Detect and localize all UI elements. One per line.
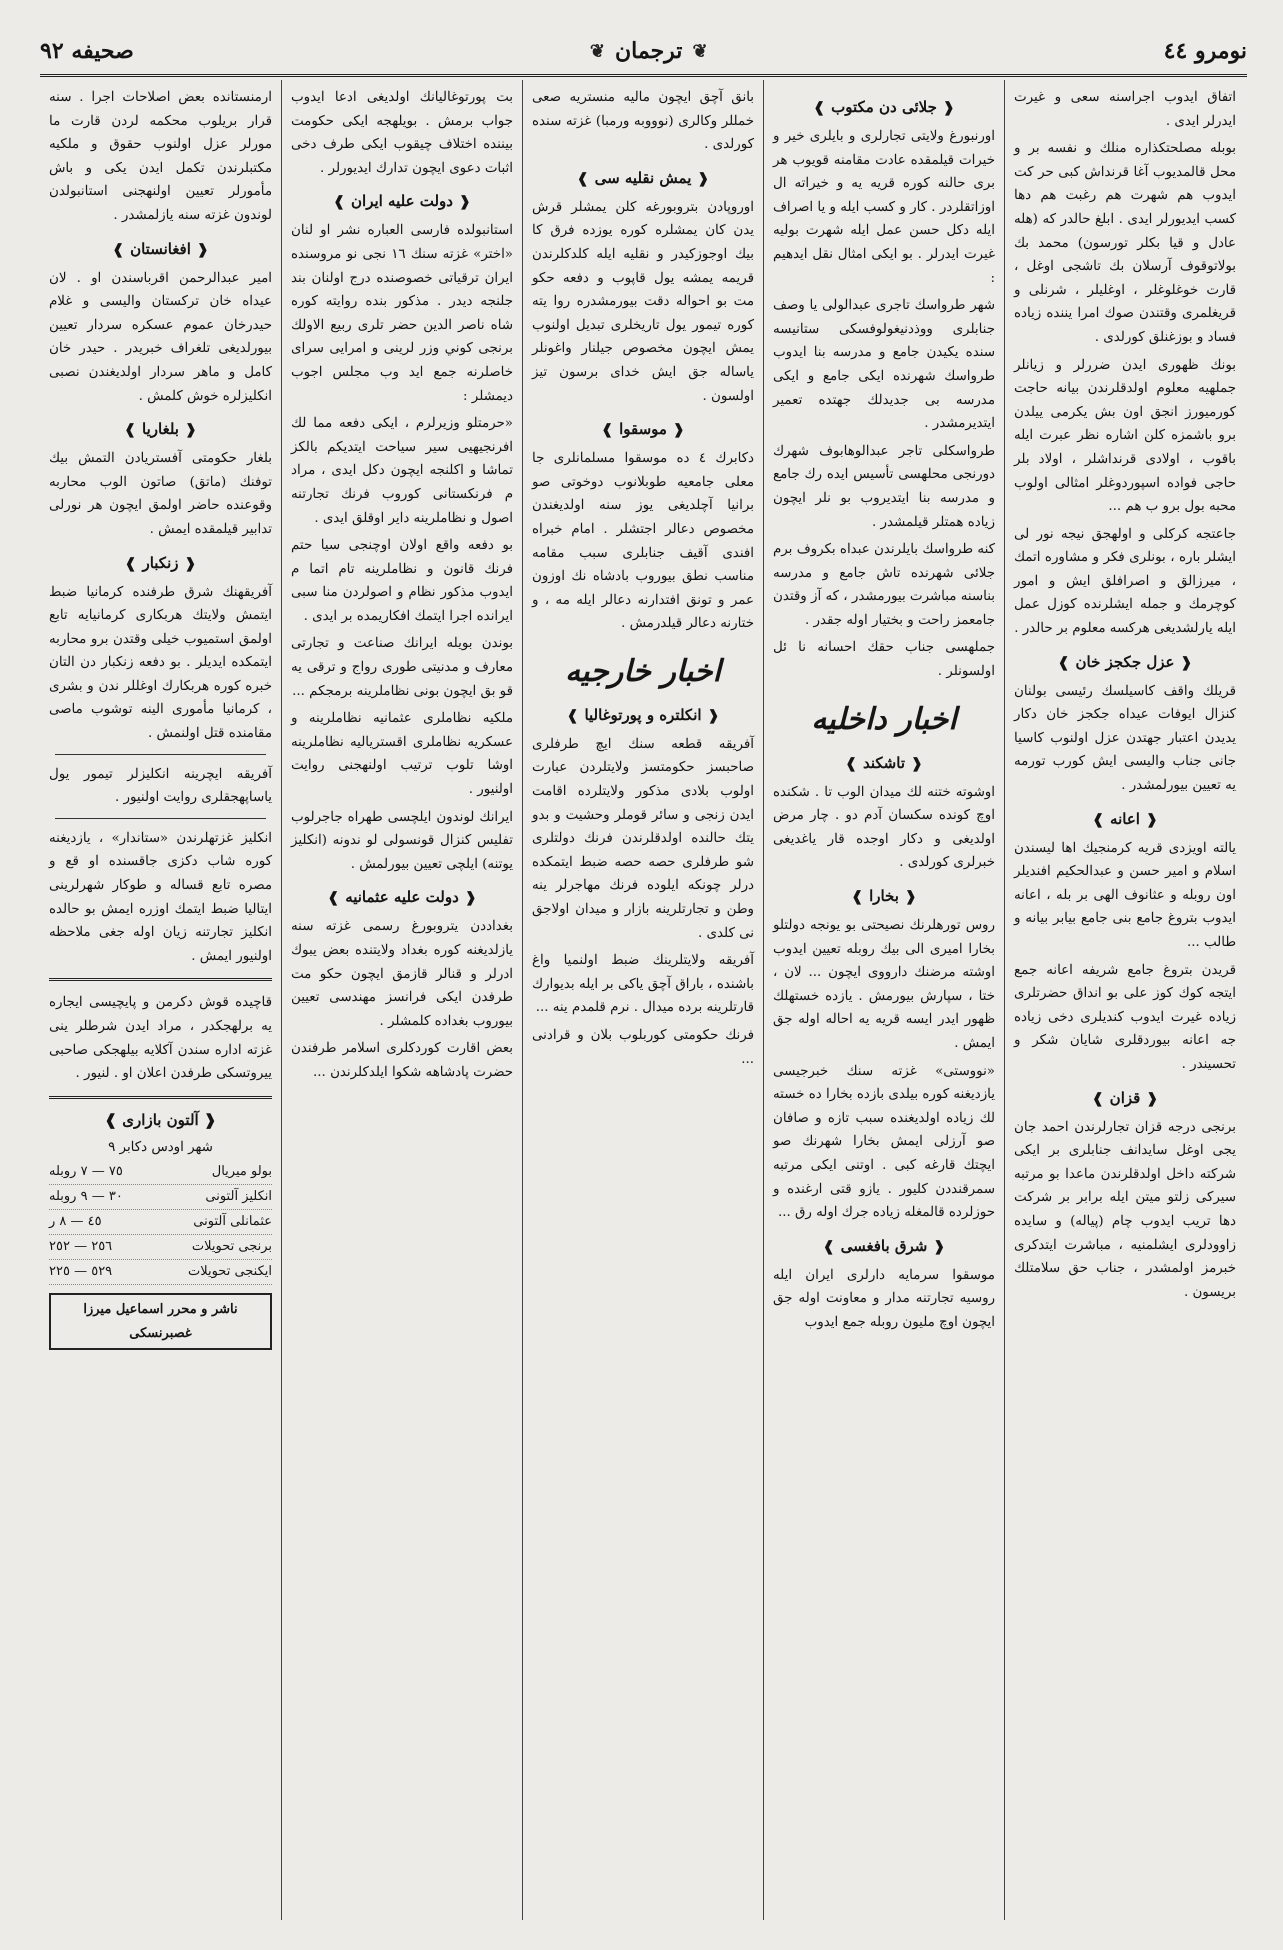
section-heading: ❰شرق بافغسى❱ — [822, 1236, 946, 1255]
paragraph: بو دفعه واقع اولان اوچنجى سيا حتم فرنك قانون و نظاملرينه تام اتما م ايدوب مذكور نظام و اصولردن منا سبى ايرانده اجرا ايتمك افكاريمده بر ايدى . — [291, 538, 513, 624]
paragraph: اوروپادن بتروبورغه كلن يمشلر قرش يدن كان يمشلره كوره يوزده فرق كا بيك اوجوزكيدر و نقليه ايله كلدكلرندن قريمه يمشه يول قاپوب و دفعه حكو مت بو احواله دقت بيورمشدره روا يته كوره تيمور يول تاريخلرى تبديل اولنوب يمش ايچون مخصوص جيلنار واغونلر ياساله جق ايش خداى برسون تيز اولسون . — [532, 199, 754, 404]
paragraph: بونك ظهورى ايدن ضررلر و زيانلر جملهيه معلوم اولدقلرندن بيانه حاجت كورميورز انجق اون بش يكرمى ييلدن برو باشمزه كلن اشاره نظر عبرت ايله باقوب ، اولادى قرنداشلر ، اولاد بلر حاجى فواده اسپوردوغلر امثالى اولوب محبه بول برو ب هم ... — [1014, 357, 1236, 515]
columns — [40, 80, 1245, 1920]
paragraph: بت پورتوغاليانك اولديغى ادعا ايدوب جواب برمش . بويلهجه ايكى حكومت بيننده اختلاف چيقوب ايكى طرف دخى اثبات دعوى ايچون تدارك ايديورلر . — [291, 90, 513, 176]
divider — [55, 754, 266, 755]
paragraph: قريدن بتروغ جامع شريفه اعانه جمع ايتجه كوك كوز على بو انداق حضرتلرى زياده غيرت ايدوب كنديلرى دخى زياده جه اعانه بيوردقلرى شايان شكر و تحسيندر . — [1014, 962, 1236, 1072]
paragraph: قريلك واقف كاسيلسك رئيسى بولنان كنزال ايوفات عيداه جكجز خان دكار يديدن اعتبار جهتدن عزل اولنوب كاسيا جانى جناب واليسى ايش كورب تورمه يه تعيين بيورلمشدر . — [1014, 683, 1236, 794]
section-heading: ❰بخارا❱ — [851, 887, 917, 906]
section-heading: ❰اعانه❱ — [1092, 809, 1158, 828]
ornament-icon: ❦ — [589, 40, 605, 62]
column-5 — [40, 80, 281, 1920]
paragraph: ايرانك لوندون ايلچسى طهراه جاجرلوب تفليس كنزال قونسولى لو ندونه (انكليز يوتنه) ايلچى تعيين بيورلمش . — [291, 809, 513, 872]
paragraph: جاعتجه كركلى و اولهجق نيجه نور لى ايشلر باره ، بونلرى فكر و مشاوره اتمك ، ميرزالق و اصرافلق ايش و امور كوچرمك و جمله ايشلرنده كوزل عمل ايله يارلشديغى هركسه معلوم بر حالدر . — [1014, 526, 1236, 637]
publisher-line: ناشر و محرر اسماعيل ميرزا غصبرنسكى — [49, 1293, 272, 1350]
paragraph: بلغار حكومتى آفستريادن التمش بيك توفنك (ماتق) صاتون الوب محاربه وقوعنده حاضر اولمق ايچون هر نورلى تدابير قيلمقده ايمش . — [49, 451, 272, 537]
paragraph: بوندن بويله ايرانك صناعت و تجارتى معارف و مدنيتى طورى رواج و ترقى يه قو بق ايچون بونى نظاملرينه برمجكم ... — [291, 636, 513, 699]
paragraph: بعض اقارت كوردكلرى اسلامر طرفندن حضرت پادشاهه شكوا ايلدكلرندن ... — [291, 1041, 513, 1080]
section-heading: ❰افغانستان❱ — [112, 239, 209, 258]
paragraph: جملهسى جناب حقك احسانه نا ئل اولسونلر . — [773, 640, 995, 680]
paragraph: بغداددن يتروبورغ رسمى غزته سنه يازلديغنه كوره بغداد ولايتنده بعض يبوك ادرلر و قنالر قازمق ايچون حكو مت طرفدن ايكى فرانسز مهندسى تعيين بيوروب بغداده كلمشلر . — [291, 919, 513, 1029]
paragraph: موسقوا سرمايه دارلرى ايران ايله روسيه تجارتنه مدار و معاونت اوله جق ايچون اوچ مليون روبله جمع ايدوب — [773, 1267, 995, 1330]
paragraph: آفريقه ولايتلرينك ضبط اولنميا واغ باشنده ، باراق آچق ياكى بر ايله بديوارك قارتلرينه برده ميدال . نرم قلمدم ينه ... — [532, 953, 754, 1016]
paragraph: بانق آچق ايچون ماليه منستريه صعى خمللر وكالرى (نوووبه ورمبا) غزته سنده كورلدى . — [532, 90, 754, 153]
market-table — [49, 1160, 272, 1285]
paragraph: اورنبورغ ولايتى تجارلرى و بايلرى خير و خيرات قيلمقده عادت مقامنه قويوب هر برى حالنه كوره قريه يه و خيراته ال اوزاتقلردر . كار و كسب ايله و يا اصراف ايله دكل حسن عمل ايله شهرت بوليه غيرت ايدرلر . بو ايكى امثال نقل ايدهيم : — [773, 129, 995, 286]
page-number: صحيفه ٩٢ — [40, 38, 134, 64]
market-row: انكليز آلتونى ٣٠ — ٩ روبله — [49, 1185, 272, 1210]
section-heading: ❰بلغاريا❱ — [124, 420, 197, 439]
market-title: ❰ آلتون بازارى ❱ — [104, 1110, 217, 1129]
paragraph: امير عبدالرحمن اقرباسندن او . لان عيداه خان تركستان واليسى و غلام حيدرخان عموم عسكره سردار تعيين بيورلديغى تلغراف خبريدر . حيدر خان كامل و ماهر سردار اولديغندن نصبى انكليزلره خوش كلمش . — [49, 270, 272, 404]
paragraph: يالته اويزدى قريه كرمنجيك اها ليسندن اسلام و امير حسن و عبدالحكيم افنديلر اون روبله و عثانوف الهى بر بله ، اعانه ايدوب بتروغ جامع بنى جامع بيابر بيانه و طالب ... — [1014, 840, 1236, 950]
section-heading: ❰عزل جكجز خان❱ — [1057, 652, 1193, 671]
paragraph: طرواسكلى تاجر عبدالوهابوف شهرك دورنجى محلهسى تأسيس ايده رك جامع و مدرسه بنا ايتديروب بو نلر ايچون زياده همتلر قيلمشدر . — [773, 443, 995, 530]
paragraph: «حرمتلو وزيرلرم ، ايكى دفعه مما لك افرنجيهيى سير سياحت ايتديكم بالكز تماشا و اكلنجه ايچون دكل ايدى ، مراد م فرنكستانى كوروب فرنك تجارتنه اصول و نظاملرينه داير اوقلق ايدى . — [291, 416, 513, 526]
section-heading: ❰جلائى دن مكتوب❱ — [813, 98, 955, 116]
section-heading: ❰دولت عليه ايران❱ — [333, 192, 471, 211]
section-heading: ❰موسقوا❱ — [601, 420, 685, 439]
paragraph: فرنك حكومتى كوربلوب بلان و قرادنى ... — [532, 1028, 754, 1067]
section-banner: اخبار خارجيه — [565, 653, 721, 689]
masthead-rule — [40, 74, 1247, 77]
paragraph: ملكيه نظاملرى عثمانيه نظاملرينه و عسكريه نظاملرى اقسترياليه نظاملرينه اوشا تلوب ترتيب اولنهجنى روايت اولنيور . — [291, 711, 513, 798]
paragraph: آفريقهنك شرق طرفنده كرمانيا ضبط ايتمش ولايتك هربكارى كرمانيايه تابع اولمق استميوب خيلى وقتدن برو محاربه ايتمكده ايديلر . بو دفعه زنكبار دن التان خبره كوره هربكارك اوغللر ندن و بشرى ، كرمانيا مأمورى الينه توشوب ماصى مقامنده قتل اولنمش . — [49, 584, 272, 742]
paragraph: برنجى درجه قزان تجارلرندن احمد جان يجى اوغل سايدانف جنابلرى بر ايكى شركته داخل اولدقلرندن ماعدا بو مرتبه سيركى زلتو ميتن ايله برابر بر شركت دها تريب ايدوب چام (پياله) و سايده زاوودلرى ايشلمنيه ، مباشرت ايتدكرى خبرمز اولمشدر ، جناب حق سلامتلك بريسون . — [1014, 1119, 1236, 1300]
issue-number: نومرو ٤٤ — [1163, 38, 1247, 64]
market-date: شهر اودس دكابر ٩ — [108, 1140, 213, 1156]
column-1 — [1004, 80, 1245, 1920]
paper-title-text: ترجمان — [614, 38, 683, 64]
market-row: عثمانلى آلتونى ٤٥ — ٨ ر — [49, 1210, 272, 1235]
paragraph: آفريقه قطعه سنك ايچ طرفلرى صاحبسز حكومتسز ولايتلردن عبارت اولوب بلادى مذكور ولايتلرده اقامت ايدن زنجى و سائر قوملر وحشيت و بدو يتك حالنده اولدقلرندن فرنك دولتلرى شو طرفلرى حصه حصه ضبط ايتمكده درلر چونكه ايلوده فرنك مهاجرلر ينه وطن و تجارتلرينه بازار و ميدان اولاجق نى كلدى . — [532, 736, 754, 941]
paragraph: دكابرك ٤ ده موسقوا مسلمانلرى جا معلى جامعيه طوبلانوب دوخوتى صو برانيا آچلديغى يوز سنه اولديغندن مخصوص دعالر اجتشلر . امام خبراه افندى آقيف جنابلرى سبب مقامه مناسب نطق بيوروب بادشاه نك اوزون عمر و تونق افتدارنه دعالر ايله مه ، و ختارنه دعالر قيلدرمش . — [532, 451, 754, 632]
ornament-icon: ❦ — [692, 40, 708, 62]
divider — [49, 978, 272, 981]
section-banner: اخبار داخليه — [811, 701, 957, 737]
section-heading: ❰زنكبار❱ — [124, 553, 197, 572]
paragraph: روس تورهلرنك نصيحتى بو يونجه دولتلو بخارا اميرى الى بيك روبله تعيين ايدوب اوشته مرضنك دارووى ايچون ... لان ، ختا ، سپارش بيورمش . يازده خستهلك ظهور ايدر ايسه قريه يه احاله اوله جق ايمش . — [773, 918, 995, 1051]
divider — [55, 818, 266, 819]
paragraph: آفريقه ايچرينه انكليزلر تيمور يول ياساپهجقلرى روايت اولنيور . — [49, 766, 272, 806]
paragraph: شهر طرواسك تاجرى عبدالولى يا وصف جنابلرى ووذدنيغولوفسكى ستانيسه سنده يكيدن جامع و مدرسه بنا ايدوب طرواسك شهرنده ايكى جامع و ايكى مدرسه بى جديدلك جهتده تعمير ايتديرمشدر . — [773, 298, 995, 432]
section-heading: ❰تاشكند❱ — [845, 753, 923, 772]
paragraph: اوشوته ختنه لك ميدان الوب تا . شكنده اوچ كونده سكسان آدم دو . چار مرض اولديغى و دكار اوجده قار ياغديغى خبرلرى كورلدى . — [773, 784, 995, 871]
section-heading: ❰قزان❱ — [1091, 1088, 1159, 1107]
section-heading: ❰يمش نقليه سى❱ — [576, 168, 710, 187]
market-row: برنجى تحويلات ٢٥٦ — ٢٥٢ — [49, 1235, 272, 1260]
column-4 — [281, 80, 522, 1920]
section-heading: ❰دولت عليه عثمانيه❱ — [327, 888, 477, 907]
column-2 — [763, 80, 1004, 1920]
paragraph: اتفاق ايدوب اجراسنه سعى و غيرت ايدرلر ايدى . — [1014, 90, 1236, 129]
column-3 — [522, 80, 763, 1920]
divider — [49, 1096, 272, 1099]
paper-title — [590, 38, 708, 64]
paragraph: استانبولده فارسى العباره نشر او لنان «اختر» غزته سنك ١٦ نجى نو مروسنده ايران ترقياتى خصوصنده درج اولنان بند جلنجه ديدر . مذكور بنده روايته كوره شاه ناصر الدين حضر تلرى ربيع الاولك برنجى كوني وزر لرينى و امرايى سراى خاصلرنه جمع ايد وب مجلس اجوب ديمشلر : — [291, 223, 513, 404]
market-row: بولو ميريال ٧٥ — ٧ روبله — [49, 1160, 272, 1185]
paragraph: انكليز غزتهلرندن «ستاندار» ، يازديغنه كوره شاب دكزى جاقسنده او قع و مصره تابع قساله و طوكار شهرلرينى ايتاليا ضبط ايتمك اوزره ايمش بو حالده انكليز تجارتنه زيان اوله جغى ملاحظه اولنيور ايمش . — [49, 830, 272, 964]
paragraph: بوبله مصلحتكذاره منلك و نفسه بر و محل قالمديوب آغا قرنداش كبى حر كت ايدوب هم شهرت هم رغبت هم دها كسب ايديورلر ايدى . ابلغ حالدر كه (هله عادل و قيا بكلر تورسون) محمد بك بولاتوقوف آرسلان بك تاشجى اوغل ، قارت خوغلوغلر ، اوغليلر ، شرنلى و قريغلمرى وقتندن صوك امرا يننده زياده فساد و بوزغنلق كورلدى . — [1014, 141, 1236, 345]
market-row: ايكنجى تحويلات ٥٢٩ — ٢٢٥ — [49, 1260, 272, 1285]
paragraph: ارمنستانده بعض اصلاحات اجرا . سنه قرار بريلوب محكمه لردن قارت ما مورلر عزل اولنوب حقوق و ملكيه مكتبلرندن تكمل ايدن يكى و باش مأمورلر تعيين اولنهجنى استانبولدن لوندون غزته سنه يازلمشدر . — [49, 90, 272, 223]
section-heading: ❰انكلتره و پورتوغاليا❱ — [566, 705, 720, 724]
masthead — [40, 34, 1247, 68]
paragraph: كنه طرواسك بايلرندن عبداه بكروف برم جلائى شهرنده تاش جامع و مدرسه بناسنه مباشرت بيورمشدر ، كه آز وقتدن جامعمز راحت و بختيار اوله جقدر . — [773, 542, 995, 628]
advertisement: قاچيده قوش دكرمن و پايچيسى ايجاره يه برلهجكدر ، مراد ايدن شرطلر ينى غزته اداره سندن آكلايه بيلهجكى صاحبى ييروتسكى طرفدن اعلان او . لنيور . — [49, 995, 272, 1082]
paragraph: «نووستى» غزته سنك خبرجيسى يازديغنه كوره بيلدى بازده بخارا ده خسته لك زياده اولديغنده سبب تازه و صافان صو آرزلى ايمش بخارا شهرنك صو ايچتك قارغه كبى . اوتنى ايكى مرتبه سمرقنددن كليور . يازو قتى ارغنده و حوزلرده قالمغله زياده جرك اوله رق ... — [773, 1063, 995, 1221]
